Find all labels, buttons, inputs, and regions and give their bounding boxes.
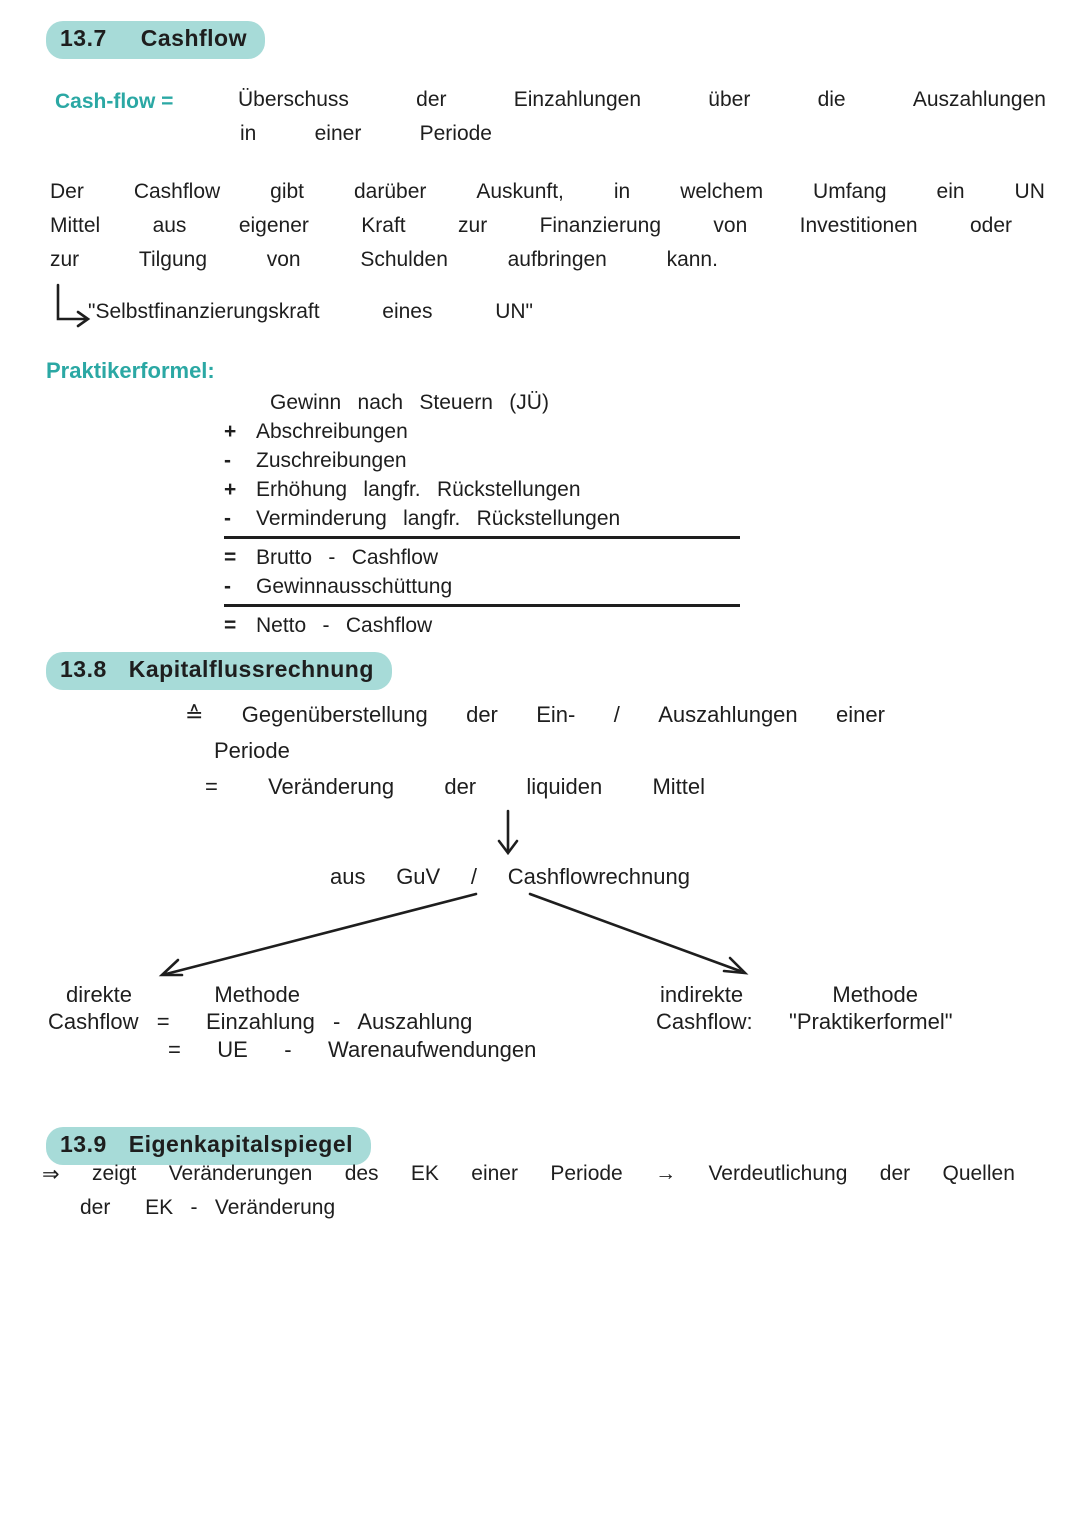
paragraph-line1: Der Cashflow gibt darüber Auskunft, in welchem Umfang ein UN <box>50 180 1045 203</box>
formula-row: = Netto - Cashflow <box>224 614 433 637</box>
formula-row: - Zuschreibungen <box>224 449 407 472</box>
section-number: 13.8 <box>60 656 107 682</box>
praktikerformel-block <box>224 388 740 640</box>
down-arrow-icon <box>492 808 524 860</box>
section-13-9-header <box>46 1127 371 1165</box>
kapitalfluss-line2: = Veränderung der liquiden Mittel <box>205 774 705 799</box>
section-number: 13.7 <box>60 25 107 51</box>
self-financing-note: "Selbstfinanzierungskraft eines UN" <box>88 300 533 323</box>
cashflow-definition-line2: in einer Periode <box>240 122 492 145</box>
section-13-7-header <box>46 21 265 59</box>
formula-row-underlined: - Gewinnausschüttung <box>224 572 740 607</box>
direct-method-eq2: = UE - Warenaufwendungen <box>168 1037 537 1062</box>
section-title: Cashflow <box>140 25 247 51</box>
formula-row: + Erhöhung langfr. Rückstellungen <box>224 478 581 501</box>
kapitalfluss-line1: ≙ Gegenüberstellung der Ein- / Auszahlungen einer <box>185 702 885 727</box>
eigenkapital-line2: der EK - Veränderung <box>80 1196 336 1219</box>
section-number: 13.9 <box>60 1131 107 1157</box>
cashflow-definition-line1: Überschuss der Einzahlungen über die Auszahlungen <box>238 88 1046 111</box>
guv-cashflow-source: aus GuV / Cashflowrechnung <box>330 864 690 889</box>
indirect-method-eq1: Cashflow: "Praktikerformel" <box>656 1009 953 1034</box>
cashflow-term: Cash-flow = <box>55 90 174 113</box>
direct-method-title: direkte Methode <box>66 982 300 1007</box>
formula-row: Gewinn nach Steuern (JÜ) <box>270 391 549 414</box>
formula-row: = Brutto - Cashflow <box>224 546 439 569</box>
paragraph-line3: zur Tilgung von Schulden aufbringen kann. <box>50 248 718 271</box>
eigenkapital-line1: ⇒ zeigt Veränderungen des EK einer Periode → Verdeutlichung der Quellen <box>42 1162 1015 1186</box>
section-title: Kapitalflussrechnung <box>128 656 374 682</box>
formula-label: Praktikerformel: <box>46 358 215 383</box>
branch-arrows-icon <box>138 886 768 986</box>
kapitalfluss-line1b: Periode <box>214 738 290 763</box>
section-13-8-header <box>46 652 392 690</box>
paragraph-line2: Mittel aus eigener Kraft zur Finanzierung von Investitionen oder <box>50 214 1012 237</box>
formula-row-underlined: - Verminderung langfr. Rückstellungen <box>224 504 740 539</box>
direct-method-eq1: Cashflow = Einzahlung - Auszahlung <box>48 1009 473 1034</box>
formula-row: + Abschreibungen <box>224 420 408 443</box>
section-title: Eigenkapitalspiegel <box>128 1131 354 1157</box>
indirect-method-title: indirekte Methode <box>660 982 918 1007</box>
